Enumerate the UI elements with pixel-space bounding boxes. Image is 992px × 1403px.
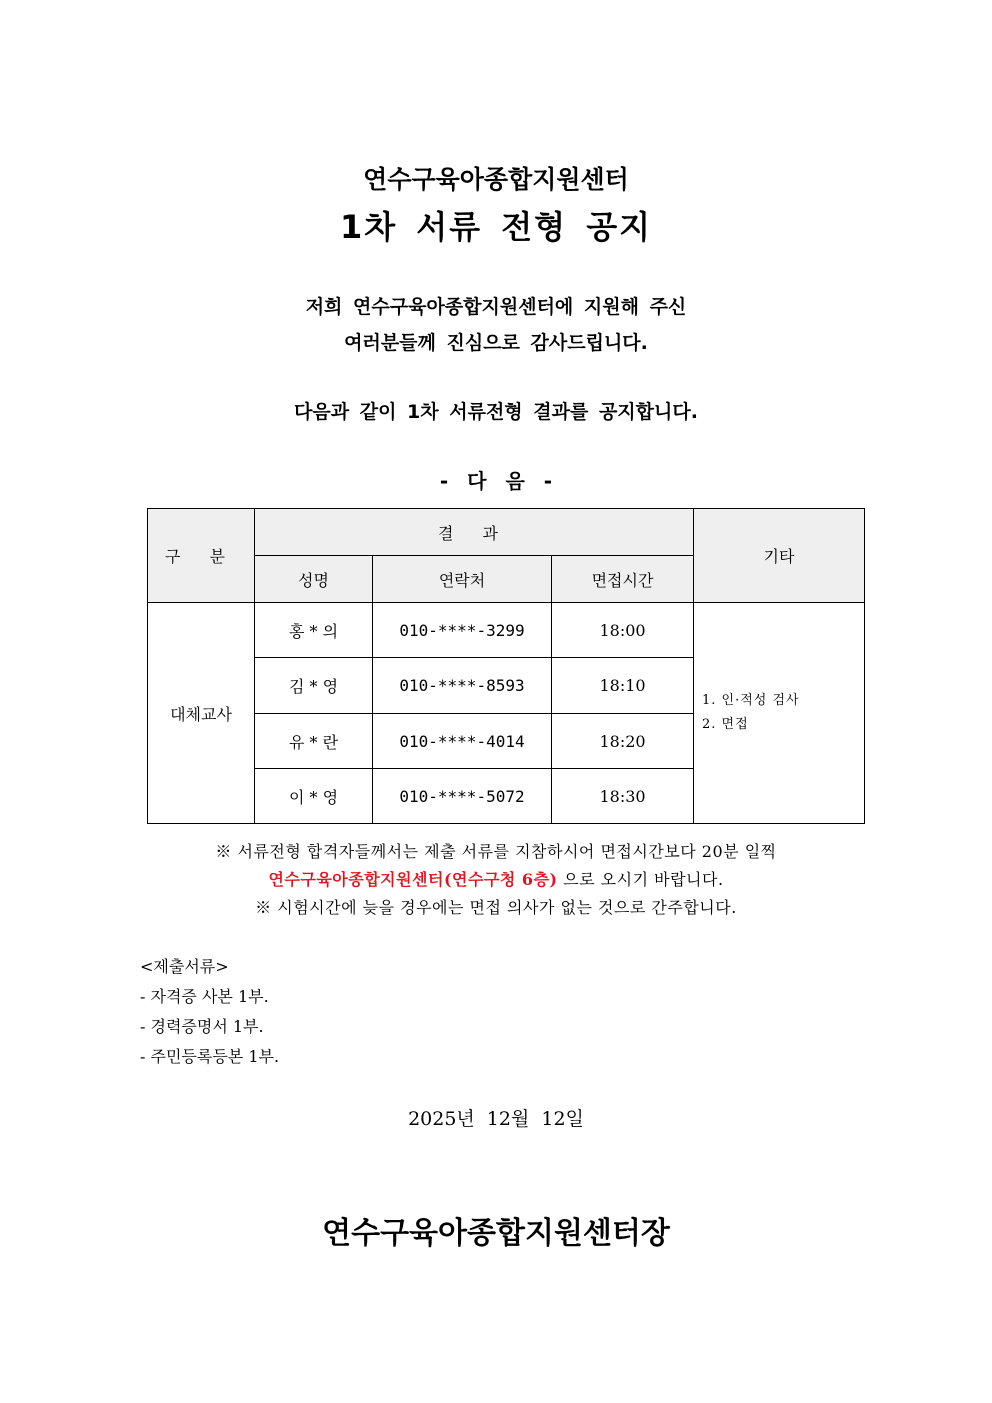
header-result: 결 과 <box>255 509 694 556</box>
table-row <box>148 603 865 658</box>
time-cell: 18:30 <box>552 769 694 824</box>
note-line-1: ※ 서류전형 합격자들께서는 제출 서류를 지참하시어 면접시간보다 20분 일찍 <box>215 842 777 861</box>
header-contact: 연락처 <box>373 556 552 603</box>
header-etc: 기타 <box>694 509 865 603</box>
contact-cell: 010-****-8593 <box>373 658 552 714</box>
contact-cell: 010-****-3299 <box>373 603 552 658</box>
notice-title: 1차 서류 전형 공지 <box>339 208 653 246</box>
etc-cell <box>694 603 865 824</box>
etc-item: 2. 면접 <box>702 717 749 732</box>
note-line-2 <box>0 866 992 894</box>
name-cell: 이 * 영 <box>255 769 373 824</box>
header-interview-time: 면접시간 <box>552 556 694 603</box>
required-documents <box>140 952 279 1072</box>
document-item: - 주민등록등본 1부. <box>140 1047 280 1066</box>
signature: 연수구육아종합지원센터장 <box>322 1216 670 1251</box>
location-highlight: 연수구육아종합지원센터(연수구청 6층) <box>268 870 558 889</box>
time-cell: 18:00 <box>552 603 694 658</box>
category-cell: 대체교사 <box>148 603 255 824</box>
header-category: 구 분 <box>148 509 255 603</box>
note-line-2-rest: 으로 오시기 바랍니다. <box>557 870 724 889</box>
documents-title: <제출서류> <box>140 957 229 976</box>
intro-line-2: 여러분들께 진심으로 감사드립니다. <box>344 332 648 354</box>
intro-line-3: 다음과 같이 1차 서류전형 결과를 공지합니다. <box>294 401 698 423</box>
section-heading: - 다 음 - <box>439 469 553 493</box>
name-cell: 김 * 영 <box>255 658 373 714</box>
name-cell: 유 * 란 <box>255 714 373 769</box>
note-line-3: ※ 시험시간에 늦을 경우에는 면접 의사가 없는 것으로 간주합니다. <box>255 898 737 917</box>
name-cell: 홍 * 의 <box>255 603 373 658</box>
notice-date: 2025년 12월 12일 <box>408 1108 584 1130</box>
notes <box>0 838 992 922</box>
document-item: - 경력증명서 1부. <box>140 1017 264 1036</box>
org-title: 연수구육아종합지원센터 <box>363 165 629 194</box>
header-name: 성명 <box>255 556 373 603</box>
time-cell: 18:10 <box>552 658 694 714</box>
document-item: - 자격증 사본 1부. <box>140 987 269 1006</box>
contact-cell: 010-****-5072 <box>373 769 552 824</box>
intro-line-1: 저희 연수구육아종합지원센터에 지원해 주신 <box>305 296 687 318</box>
contact-cell: 010-****-4014 <box>373 714 552 769</box>
time-cell: 18:20 <box>552 714 694 769</box>
result-table <box>147 508 865 824</box>
etc-item: 1. 인·적성 검사 <box>702 693 800 708</box>
